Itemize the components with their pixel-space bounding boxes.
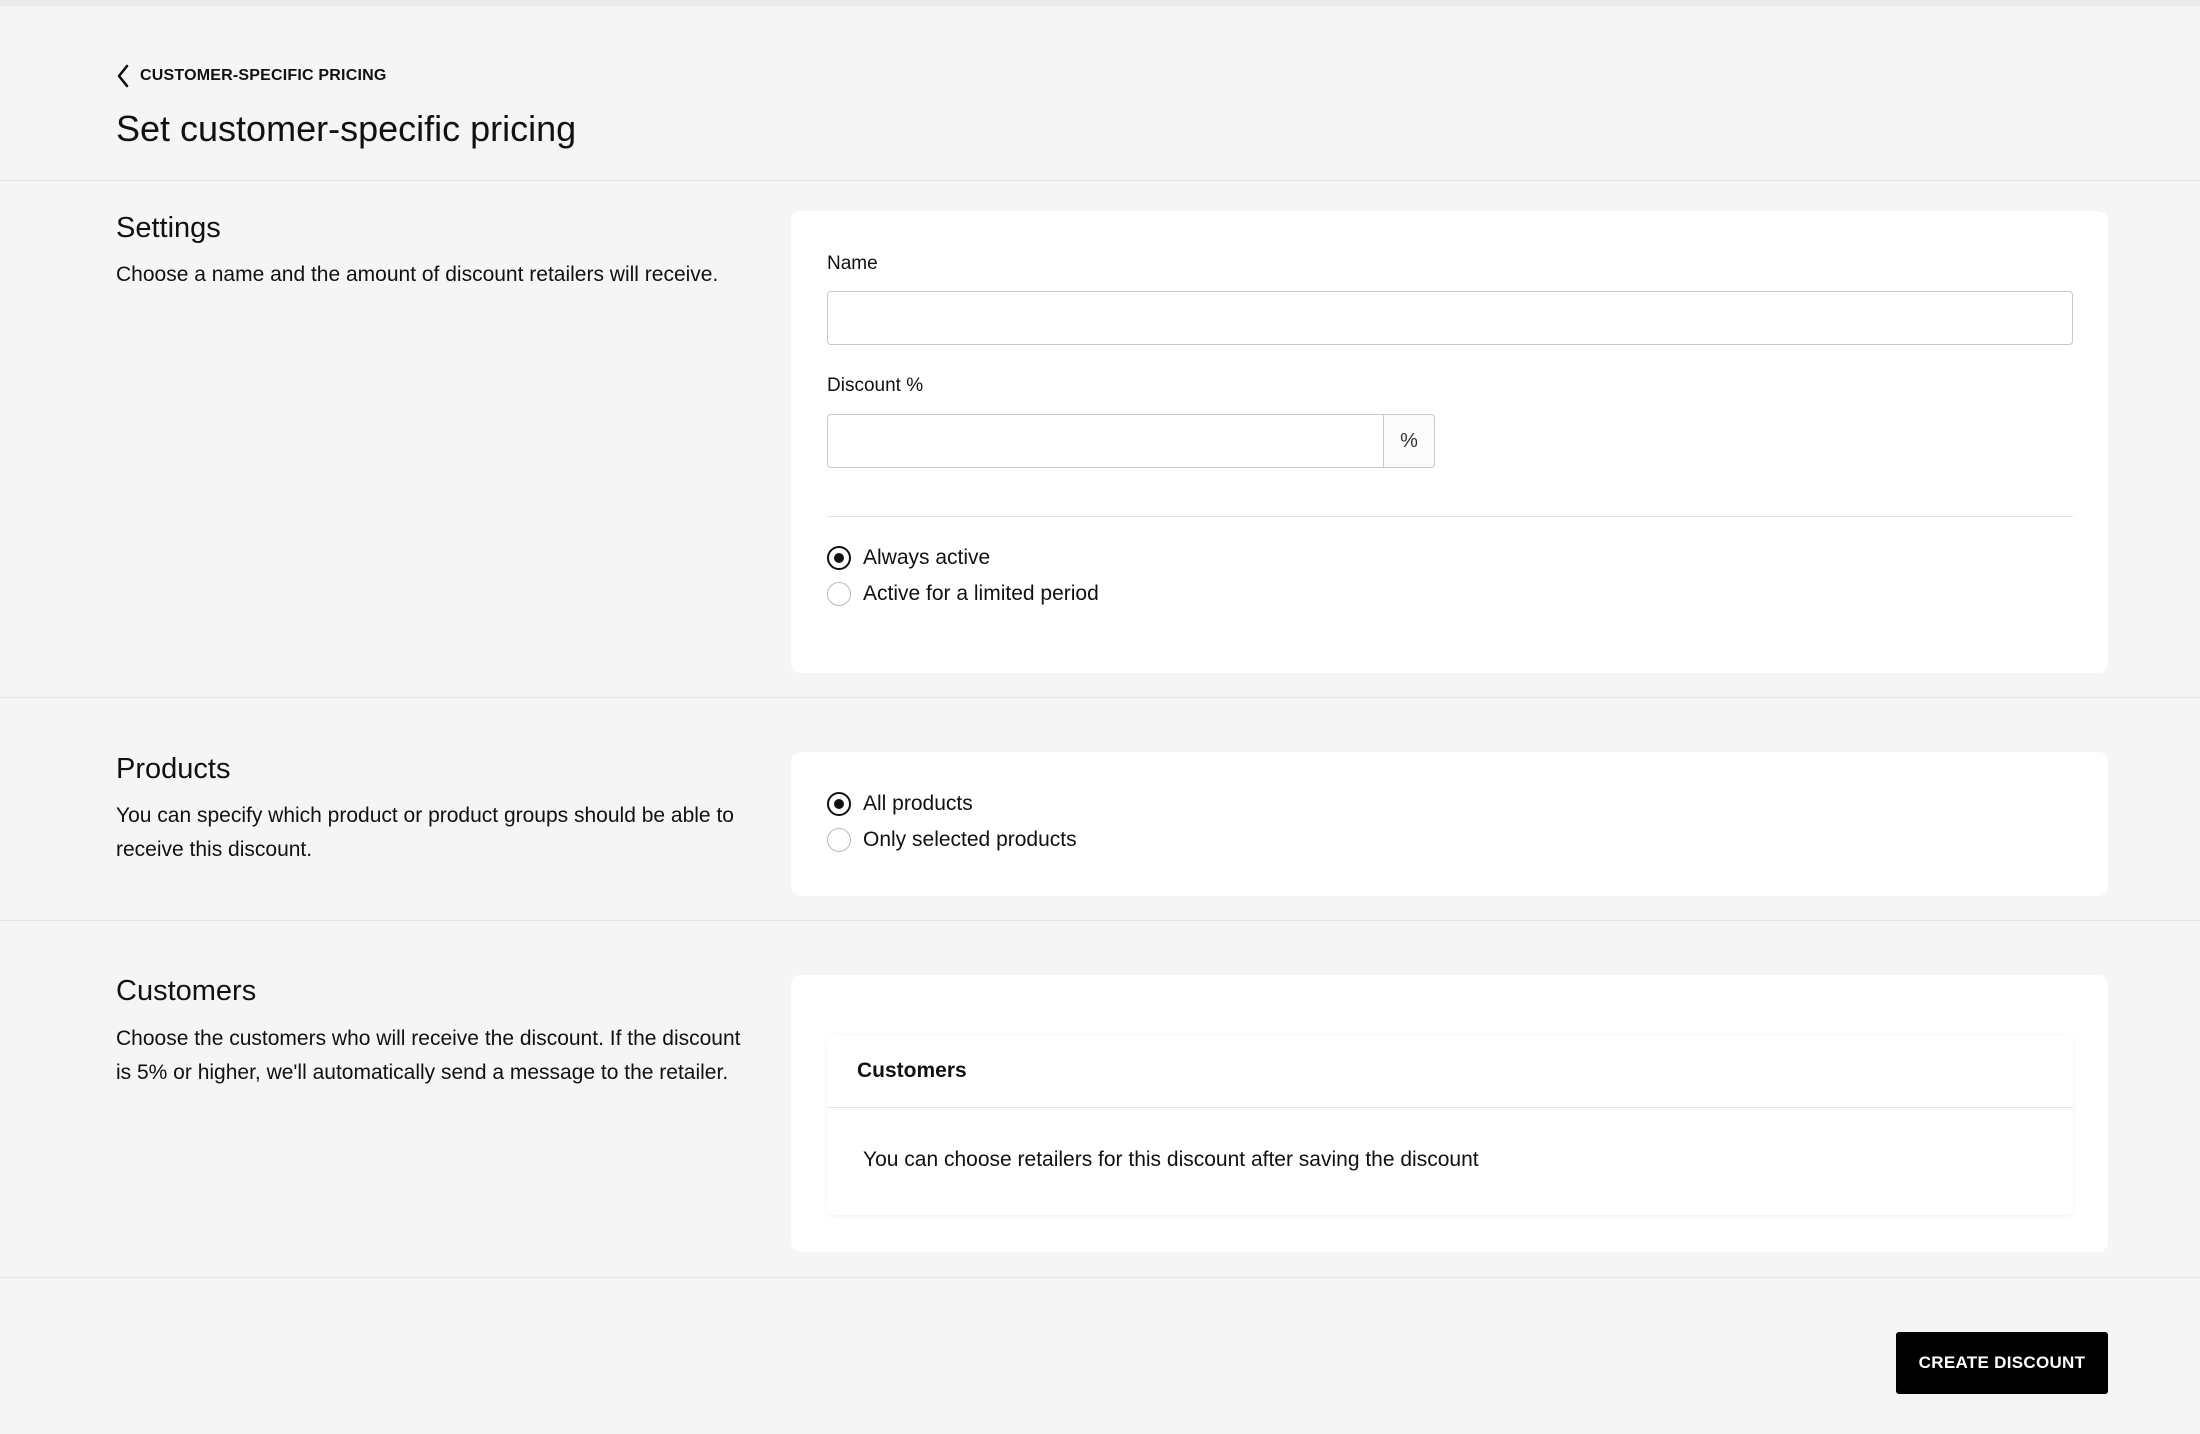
products-description: You can specify which product or product groups should be able to receive this discount. [116,804,734,861]
percent-suffix: % [1383,414,1435,468]
products-card [791,752,2108,896]
radio-unchecked-icon[interactable] [827,828,851,852]
top-rule [0,0,2200,6]
name-input[interactable] [827,291,2073,345]
back-link[interactable] [116,64,576,88]
products-divider [0,920,2200,921]
customers-divider [0,1277,2200,1278]
customers-panel-message: You can choose retailers for this discount after saving the discount [863,1148,1479,1171]
customers-description: Choose the customers who will receive the discount. If the discount is 5% or higher, we'll automatically send a message to the retailer. [116,1027,741,1084]
radio-unchecked-icon[interactable] [827,582,851,606]
radio-selected-products[interactable] [827,828,1077,852]
customers-card [791,975,2108,1252]
customers-panel-title: Customers [827,1035,2073,1108]
radio-label: All products [863,792,973,815]
customers-panel [827,1035,2073,1215]
radio-all-products[interactable] [827,792,973,816]
settings-description: Choose a name and the amount of discount retailers will receive. [116,263,719,286]
discount-label: Discount % [827,375,924,396]
header-divider [0,180,2200,181]
customers-heading: Customers [116,975,257,1007]
settings-card-divider [827,516,2073,517]
radio-label: Always active [863,546,991,569]
page-title: Set customer-specific pricing [116,108,577,149]
chevron-left-icon [116,64,130,88]
radio-label: Only selected products [863,828,1077,851]
settings-card [791,211,2108,673]
page-header [116,64,576,150]
name-label: Name [827,253,878,274]
radio-checked-icon[interactable] [827,546,851,570]
settings-divider [0,697,2200,698]
discount-input[interactable] [827,414,1383,468]
back-link-label: CUSTOMER-SPECIFIC PRICING [140,67,387,84]
products-heading: Products [116,753,231,785]
settings-heading: Settings [116,212,221,244]
radio-checked-icon[interactable] [827,792,851,816]
discount-input-group [827,414,1435,468]
radio-always-active[interactable] [827,546,990,570]
radio-label: Active for a limited period [863,582,1099,605]
create-discount-button[interactable]: CREATE DISCOUNT [1896,1332,2108,1394]
radio-limited-period[interactable] [827,582,1099,606]
